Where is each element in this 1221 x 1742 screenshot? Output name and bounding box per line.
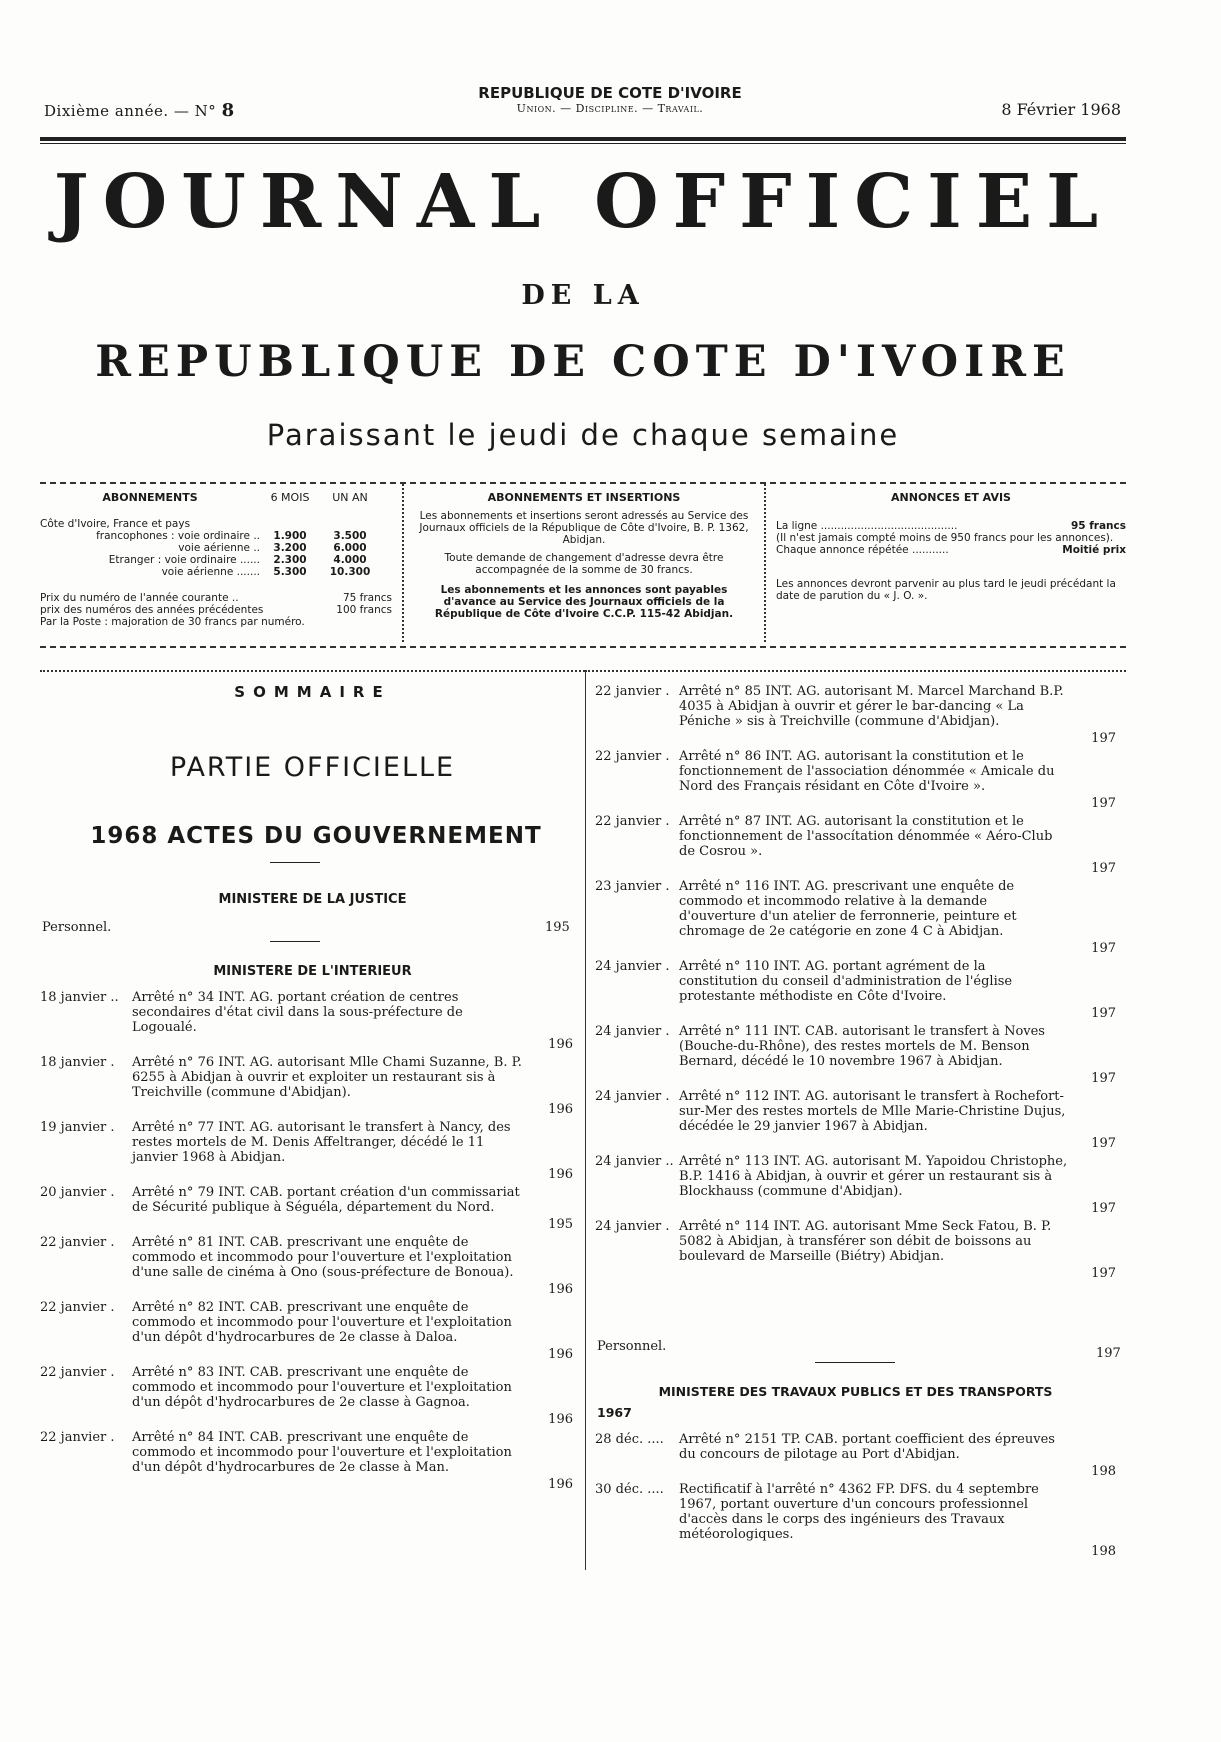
section-rule: [270, 941, 320, 942]
toc-entry-page: 196: [548, 1477, 573, 1492]
subscription-boxes: [40, 484, 1126, 644]
annonces-ligne-label: La ligne .........................................: [776, 520, 958, 532]
box-insertions: [414, 484, 754, 642]
toc-entry-text: Arrêté n° 82 INT. CAB. prescrivant une enquête de commodo et incommodo pour l'ouverture et l'exploitation d'un dépôt d'hydrocarbures de 2e classe à Daloa.: [132, 1300, 512, 1345]
toc-entry-date: 30 déc. ....: [595, 1482, 664, 1497]
toc-entry-date: 24 janvier .: [595, 1024, 670, 1039]
price-current: 75 francs: [342, 592, 392, 604]
price-post: Par la Poste : majoration de 30 francs par numéro.: [40, 616, 305, 628]
toc-entry-text: Arrêté n° 114 INT. AG. autorisant Mme Seck Fatou, B. P. 5082 à Abidjan, à transférer son débit de boissons au boulevard de Marseille (Biétry) Abidjan.: [679, 1219, 1052, 1264]
issue-label: [44, 100, 235, 121]
col-6-mois: 6 MOIS: [270, 491, 310, 504]
toc-entry-text: Arrêté n° 34 INT. AG. portant création de centres secondaires d'état civil dans la sous-préfecture de Logoualé.: [132, 990, 463, 1035]
interieur-personnel-page: 197: [1096, 1346, 1121, 1361]
box-abonnements: [40, 484, 392, 642]
annonces-repeat-label: Chaque annonce répétée ...........: [776, 544, 949, 556]
insertions-p3: Les abonnements et les annonces sont payables d'avance au Service des Journaux officiels de la République de Côte d'Ivoire C.C.P. 115-42 Abidjan.: [434, 584, 734, 620]
toc-entry-page: 195: [548, 1217, 573, 1232]
min-justice: MINISTERE DE LA JUSTICE: [218, 892, 407, 907]
toc-entry-date: 28 déc. ....: [595, 1432, 664, 1447]
annonces-minimum: (Il n'est jamais compté moins de 950 francs pour les annonces).: [776, 532, 1114, 544]
issue-year-label: Dixième année. — N°: [44, 102, 217, 120]
price-previous-label: prix des numéros des années précédentes: [40, 604, 264, 616]
toc-entry-date: 18 janvier ..: [40, 990, 119, 1005]
toc-entry-text: Arrêté n° 110 INT. AG. portant agrément de la constitution du conseil d'administration de l'église protestante méthodiste en Côte d'Ivoire.: [679, 959, 1013, 1004]
toc-entry-text: Arrêté n° 76 INT. AG. autorisant Mlle Chami Suzanne, B. P. 6255 à Abidjan à ouvrir et exploiter un restaurant sis à Treichville (commune d'Abidjan).: [132, 1055, 522, 1100]
annonces-repeat: [776, 544, 1126, 556]
journal-republic: REPUBLIQUE DE COTE D'IVOIRE: [95, 337, 1071, 387]
min-travaux-publics: MINISTERE DES TRAVAUX PUBLICS ET DES TRANSPORTS: [658, 1384, 1053, 1399]
toc-entry-date: 18 janvier .: [40, 1055, 115, 1070]
toc-entry-page: 197: [1091, 1136, 1116, 1151]
insertions-p1: Les abonnements et insertions seront adressés au Service des Journaux officiels de la République de Côte d'Ivoire, B. P. 1362, Abidjan.: [419, 510, 749, 546]
subscription-row-label: francophones : voie ordinaire ..: [96, 530, 260, 542]
subscription-row-label: Etranger : voie ordinaire ......: [108, 554, 260, 566]
toc-entry-text: Arrêté n° 79 INT. CAB. portant création d'un commissariat de Sécurité publique à Séguéla, département du Nord.: [132, 1185, 520, 1215]
toc-entry-page: 197: [1091, 1201, 1116, 1216]
toc-entry-text: Arrêté n° 86 INT. AG. autorisant la constitution et le fonctionnement de l'association dénommée « Amicale du Nord des Français résidant en Côte d'Ivoire ».: [679, 749, 1055, 794]
year-1967: 1967: [597, 1405, 632, 1420]
header-republic: REPUBLIQUE DE COTE D'IVOIRE: [478, 84, 742, 102]
journal-tagline: Paraissant le jeudi de chaque semaine: [266, 418, 900, 452]
sommaire-top-rule: [40, 670, 585, 672]
toc-entry-page: 196: [548, 1167, 573, 1182]
toc-entry-text: Arrêté n° 111 INT. CAB. autorisant le transfert à Noves (Bouche-du-Rhône), des restes mortels de M. Benson Bernard, décédé le 10 novembre 1967 à Abidjan.: [679, 1024, 1045, 1069]
abonnements-line1: Côte d'Ivoire, France et pays: [40, 518, 191, 530]
annonces-repeat-price: Moitié prix: [1062, 544, 1126, 556]
toc-entry-date: 22 janvier .: [595, 749, 670, 764]
toc-entry-page: 196: [548, 1037, 573, 1052]
toc-entry-text: Arrêté n° 81 INT. CAB. prescrivant une enquête de commodo et incommodo pour l'ouverture et l'exploitation d'une salle de cinéma à Ono (sous-préfecture de Bonoua).: [132, 1235, 514, 1280]
toc-entry-text: Arrêté n° 2151 TP. CAB. portant coefficient des épreuves du concours de pilotage au Port d'Abidjan.: [679, 1432, 1055, 1462]
price-row: [40, 604, 392, 616]
toc-entry-date: 24 janvier .: [595, 1089, 670, 1104]
box-separator: [402, 484, 404, 642]
toc-entry-page: 197: [1091, 796, 1116, 811]
journal-title: JOURNAL OFFICIEL: [53, 159, 1113, 245]
toc-entry-page: 196: [548, 1412, 573, 1427]
toc-entry-text: Arrêté n° 85 INT. AG. autorisant M. Marcel Marchand B.P. 4035 à Abidjan à ouvrir et gérer le bar-dancing « La Péniche » sis à Treichville (commune d'Abidjan).: [679, 684, 1064, 729]
toc-right: [595, 684, 1116, 1334]
toc-entry-date: 20 janvier .: [40, 1185, 115, 1200]
interieur-personnel: Personnel.: [597, 1339, 667, 1354]
toc-entry-text: Rectificatif à l'arrêté n° 4362 FP. DFS. du 4 septembre 1967, portant ouverture d'un concours professionnel d'accès dans le corps des ingénieurs des Travaux météorologiques.: [679, 1482, 1039, 1542]
price-row: [40, 592, 392, 604]
toc-entry-text: Arrêté n° 112 INT. AG. autorisant le transfert à Rochefort-sur-Mer des restes mortels de Mlle Marie-Christine Dujus, décédée le 29 janvier 1967 à Abidjan.: [679, 1089, 1066, 1134]
toc-entry-page: 196: [548, 1282, 573, 1297]
issue-number: 8: [221, 100, 235, 121]
toc-entry-page: 197: [1091, 941, 1116, 956]
toc-entry-date: 24 janvier ..: [595, 1154, 674, 1169]
subscription-row: [40, 542, 392, 554]
annonces-line: [776, 520, 1126, 532]
toc-entry-text: Arrêté n° 113 INT. AG. autorisant M. Yapoidou Christophe, B.P. 1416 à Abidjan, à ouvrir et gérer un restaurant sis à Blockhauss (commune d'Abidjan).: [679, 1154, 1068, 1199]
toc-entry-page: 197: [1091, 731, 1116, 746]
journal-de-la: DE LA: [521, 280, 645, 311]
toc-entry-date: 22 janvier .: [40, 1430, 115, 1445]
price-current-label: Prix du numéro de l'année courante ..: [40, 592, 239, 604]
subscription-row-6mois: 2.300: [273, 554, 307, 566]
toc-entry-date: 22 janvier .: [40, 1300, 115, 1315]
section-rule: [815, 1362, 895, 1363]
box-bottom-rule: [40, 646, 1126, 648]
subscription-row-1an: 6.000: [333, 542, 367, 554]
header-motto: Union. — Discipline. — Travail.: [516, 102, 704, 115]
toc-entry-page: 197: [1091, 1266, 1116, 1281]
abonnements-title: ABONNEMENTS: [102, 491, 198, 504]
toc-entry-text: Arrêté n° 77 INT. AG. autorisant le transfert à Nancy, des restes mortels de M. Denis Affeltranger, décédé le 11 janvier 1968 à Abidjan.: [132, 1120, 511, 1165]
min-interieur: MINISTERE DE L'INTERIEUR: [213, 964, 412, 979]
subscription-row-6mois: 5.300: [273, 566, 307, 578]
annonces-title: ANNONCES ET AVIS: [891, 491, 1011, 504]
sommaire-top-rule: [585, 670, 1126, 672]
toc-entry-date: 23 janvier .: [595, 879, 670, 894]
col-un-an: UN AN: [332, 491, 368, 504]
toc-left: [40, 990, 573, 1560]
justice-personnel: Personnel.: [42, 920, 112, 935]
header-rule-thin: [40, 143, 1126, 144]
box-separator: [764, 484, 766, 642]
toc-entry-page: 197: [1091, 1071, 1116, 1086]
partie-officielle: PARTIE OFFICIELLE: [169, 752, 456, 783]
subscription-row: [40, 554, 392, 566]
toc-entry-page: 196: [548, 1102, 573, 1117]
toc-entry-date: 24 janvier .: [595, 1219, 670, 1234]
toc-entry-text: Arrêté n° 83 INT. CAB. prescrivant une enquête de commodo et incommodo pour l'ouverture et l'exploitation d'un dépôt d'hydrocarbures de 2e classe à Gagnoa.: [132, 1365, 512, 1410]
toc-entry-page: 198: [1091, 1544, 1116, 1559]
subscription-row-6mois: 3.200: [273, 542, 307, 554]
insertions-p2: Toute demande de changement d'adresse devra être accompagnée de la somme de 30 francs.: [444, 552, 724, 576]
toc-entry-text: Arrêté n° 87 INT. AG. autorisant la constitution et le fonctionnement de l'assocítation dénommée « Aéro-Club de Cosrou ».: [679, 814, 1053, 859]
section-rule: [270, 862, 320, 863]
toc-entry-page: 196: [548, 1347, 573, 1362]
insertions-title: ABONNEMENTS ET INSERTIONS: [487, 491, 681, 504]
subscription-row-label: voie aérienne .......: [161, 566, 260, 578]
subscription-row-1an: 3.500: [333, 530, 367, 542]
toc-entry-date: 19 janvier .: [40, 1120, 115, 1135]
toc-entry-date: 22 janvier .: [595, 814, 670, 829]
column-separator: [585, 670, 586, 1570]
toc-entry-date: 24 janvier .: [595, 959, 670, 974]
header-center: [400, 84, 820, 115]
toc-entry-text: Arrêté n° 116 INT. AG. prescrivant une enquête de commodo et incommodo relative à la demande d'ouverture d'un atelier de ferronnerie, peinture et chromage de 2e catégorie en zone 4 C à Abidjan.: [679, 879, 1017, 939]
justice-personnel-page: 195: [545, 920, 570, 935]
price-previous: 100 francs: [336, 604, 392, 616]
subscription-row: [40, 566, 392, 578]
subscription-row: [40, 530, 392, 542]
toc-entry-date: 22 janvier .: [595, 684, 670, 699]
toc-travaux: [595, 1432, 1116, 1572]
sommaire-title: SOMMAIRE: [234, 683, 391, 701]
issue-date: 8 Février 1968: [1001, 100, 1121, 119]
toc-entry-date: 22 janvier .: [40, 1365, 115, 1380]
toc-entry-page: 198: [1091, 1464, 1116, 1479]
annonces-deadline: Les annonces devront parvenir au plus tard le jeudi précédant la date de parution du « J. O. ».: [776, 578, 1116, 602]
subscription-row-6mois: 1.900: [273, 530, 307, 542]
subscription-row-1an: 4.000: [333, 554, 367, 566]
actes-heading: 1968 ACTES DU GOUVERNEMENT: [90, 823, 542, 849]
box-annonces: [776, 484, 1126, 642]
annonces-ligne-price: 95 francs: [1070, 520, 1126, 532]
subscription-row-label: voie aérienne ..: [178, 542, 260, 554]
toc-entry-page: 197: [1091, 1006, 1116, 1021]
abonnements-rows: [40, 530, 392, 578]
header-rule: [40, 137, 1126, 141]
toc-entry-text: Arrêté n° 84 INT. CAB. prescrivant une enquête de commodo et incommodo pour l'ouverture et l'exploitation d'un dépôt d'hydrocarbures de 2e classe à Man.: [132, 1430, 512, 1475]
toc-entry-date: 22 janvier .: [40, 1235, 115, 1250]
subscription-row-1an: 10.300: [329, 566, 371, 578]
toc-entry-page: 197: [1091, 861, 1116, 876]
